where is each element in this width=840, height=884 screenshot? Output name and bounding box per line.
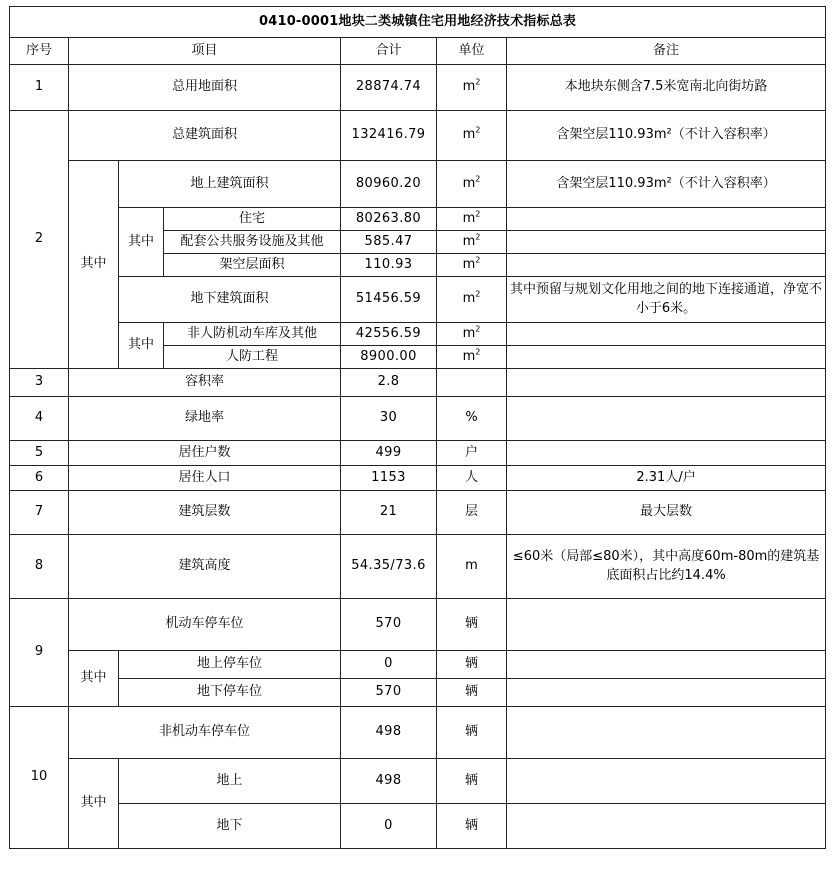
row-seq: 4 [10, 397, 69, 441]
row-unit: 户 [437, 441, 507, 466]
row-remark [507, 759, 826, 804]
row-unit: 辆 [437, 804, 507, 849]
row-seq: 6 [10, 466, 69, 491]
table-row [10, 65, 826, 111]
row-remark [507, 346, 826, 369]
row-total: 30 [341, 397, 437, 441]
table-row [10, 323, 826, 346]
row-unit: 人 [437, 466, 507, 491]
table-row [10, 804, 826, 849]
row-total: 570 [341, 599, 437, 651]
row-remark [507, 254, 826, 277]
row-total: 498 [341, 759, 437, 804]
row-item: 总用地面积 [69, 65, 341, 111]
row-item: 非人防机动车库及其他 [164, 323, 341, 346]
row-seq: 7 [10, 491, 69, 535]
row-unit: 辆 [437, 599, 507, 651]
table-row [10, 535, 826, 599]
table-row [10, 491, 826, 535]
table-row [10, 759, 826, 804]
row-item: 机动车停车位 [69, 599, 341, 651]
row-unit: $m^2$ [437, 254, 507, 277]
row-item: 建筑高度 [69, 535, 341, 599]
row-total: 28874.74 [341, 65, 437, 111]
row-unit: % [437, 397, 507, 441]
row-item: 非机动车停车位 [69, 707, 341, 759]
row-unit: 辆 [437, 759, 507, 804]
page-title: 0410-0001地块二类城镇住宅用地经济技术指标总表 [10, 7, 826, 38]
row-item: 人防工程 [164, 346, 341, 369]
row-remark [507, 679, 826, 707]
economic-indicator-table [9, 6, 826, 849]
nested-label-level1: 其中 [69, 759, 119, 849]
row-remark [507, 397, 826, 441]
row-unit: 辆 [437, 707, 507, 759]
row-unit: $m^2$ [437, 323, 507, 346]
row-item: 配套公共服务设施及其他 [164, 231, 341, 254]
row-total: 0 [341, 804, 437, 849]
row-item: 架空层面积 [164, 254, 341, 277]
row-total: 132416.79 [341, 111, 437, 161]
row-total: 499 [341, 441, 437, 466]
row-remark [507, 651, 826, 679]
row-seq: 5 [10, 441, 69, 466]
row-total: 2.8 [341, 369, 437, 397]
row-remark [507, 707, 826, 759]
row-item: 地下 [119, 804, 341, 849]
column-header-remark: 备注 [507, 38, 826, 65]
row-unit [437, 369, 507, 397]
row-item: 容积率 [69, 369, 341, 397]
row-remark [507, 441, 826, 466]
header-row [10, 38, 826, 65]
row-total: 110.93 [341, 254, 437, 277]
nested-label-level2: 其中 [119, 208, 164, 277]
row-total: 585.47 [341, 231, 437, 254]
row-seq: 2 [10, 111, 69, 369]
row-remark [507, 599, 826, 651]
row-remark [507, 804, 826, 849]
row-total: 80960.20 [341, 161, 437, 208]
row-item: 地上 [119, 759, 341, 804]
row-remark: ≤60米（局部≤80米），其中高度60m-80m的建筑基底面积占比约14.4% [507, 535, 826, 599]
row-item: 建筑层数 [69, 491, 341, 535]
table-row [10, 111, 826, 161]
row-unit: $m^2$ [437, 65, 507, 111]
nested-label-level2: 其中 [119, 323, 164, 369]
row-item: 住宅 [164, 208, 341, 231]
row-unit: 辆 [437, 679, 507, 707]
row-item: 总建筑面积 [69, 111, 341, 161]
table-row [10, 466, 826, 491]
row-item: 居住户数 [69, 441, 341, 466]
row-remark: 其中预留与规划文化用地之间的地下连接通道，净宽不小于6米。 [507, 277, 826, 323]
row-remark: 含架空层110.93m²（不计入容积率） [507, 161, 826, 208]
row-unit: 辆 [437, 651, 507, 679]
table-row [10, 441, 826, 466]
row-total: 498 [341, 707, 437, 759]
table-row [10, 277, 826, 323]
row-total: 80263.80 [341, 208, 437, 231]
table-row [10, 707, 826, 759]
table-row [10, 679, 826, 707]
row-total: 1153 [341, 466, 437, 491]
row-total: 21 [341, 491, 437, 535]
row-item: 绿地率 [69, 397, 341, 441]
row-remark [507, 208, 826, 231]
table-row [10, 208, 826, 231]
row-remark: 本地块东侧含7.5米宽南北向街坊路 [507, 65, 826, 111]
table-row [10, 397, 826, 441]
column-header-total: 合计 [341, 38, 437, 65]
row-unit: $m^2$ [437, 111, 507, 161]
row-unit: m [437, 535, 507, 599]
column-header-item: 项目 [69, 38, 341, 65]
row-item: 居住人口 [69, 466, 341, 491]
row-remark [507, 323, 826, 346]
row-item: 地下停车位 [119, 679, 341, 707]
row-total: 570 [341, 679, 437, 707]
row-item: 地下建筑面积 [119, 277, 341, 323]
column-header-unit: 单位 [437, 38, 507, 65]
row-total: 42556.59 [341, 323, 437, 346]
table-row [10, 651, 826, 679]
row-remark: 最大层数 [507, 491, 826, 535]
row-total: 8900.00 [341, 346, 437, 369]
table-row [10, 369, 826, 397]
column-header-seq: 序号 [10, 38, 69, 65]
row-unit: $m^2$ [437, 346, 507, 369]
row-seq: 1 [10, 65, 69, 111]
row-remark [507, 231, 826, 254]
nested-label-level1: 其中 [69, 161, 119, 369]
row-total: 51456.59 [341, 277, 437, 323]
row-total: 54.35/73.6 [341, 535, 437, 599]
row-unit: $m^2$ [437, 208, 507, 231]
row-unit: $m^2$ [437, 277, 507, 323]
row-remark [507, 369, 826, 397]
indicator-sheet [0, 6, 840, 884]
row-remark: 2.31人/户 [507, 466, 826, 491]
row-seq: 9 [10, 599, 69, 707]
nested-label-level1: 其中 [69, 651, 119, 707]
row-seq: 8 [10, 535, 69, 599]
table-row [10, 599, 826, 651]
row-seq: 10 [10, 707, 69, 849]
row-unit: 层 [437, 491, 507, 535]
row-seq: 3 [10, 369, 69, 397]
row-unit: $m^2$ [437, 231, 507, 254]
row-remark: 含架空层110.93m²（不计入容积率） [507, 111, 826, 161]
row-item: 地上建筑面积 [119, 161, 341, 208]
title-row [10, 7, 826, 38]
table-row [10, 161, 826, 208]
row-item: 地上停车位 [119, 651, 341, 679]
row-unit: $m^2$ [437, 161, 507, 208]
row-total: 0 [341, 651, 437, 679]
